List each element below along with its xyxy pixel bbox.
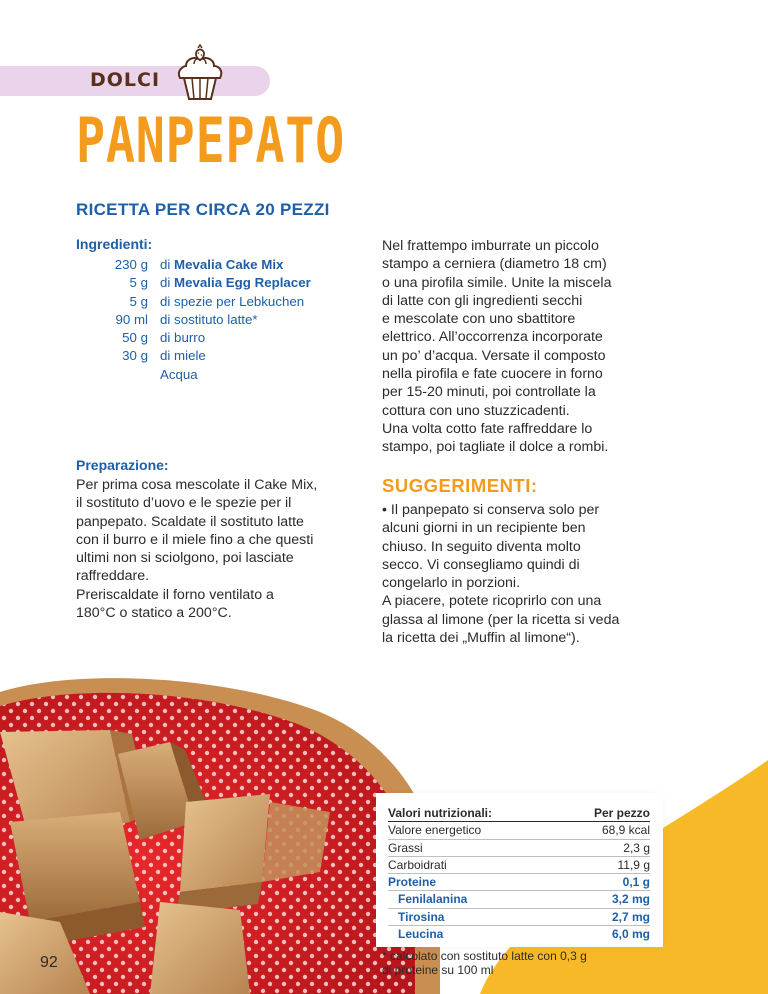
cupcake-icon [172,44,228,102]
nutrition-row [388,822,650,839]
ingredient-name: di spezie per Lebkuchen [160,293,305,309]
ingredient-row [76,274,376,292]
preparation-heading: Preparazione: [76,457,169,473]
ingredient-qty: 30 g [122,348,148,364]
nutrition-card [380,797,659,943]
preparation-text: Per prima cosa mescolate il Cake Mix, il sostituto d’uovo e le spezie per il panpepato. Scaldate il sostituto latte con il burro e il miele fino a che questi ultimi non si sciolgono, poi lasciate raffreddare. Preriscaldate il forno ventilato a 180°C o statico a 200°C. [76,477,318,622]
nutrition-header-row [388,805,650,822]
ingredients-list [76,256,376,384]
nutrition-row-amino [388,909,650,926]
recipe-title: PANPEPATO [76,104,346,177]
nutrition-value: 0,1 g [622,875,650,890]
nutrition-table [388,805,650,942]
nutrition-value: 11,9 g [617,857,650,872]
ingredient-qty: 5 g [129,293,148,309]
nutrition-value: 2,3 g [623,840,650,855]
ingredient-name: di Mevalia Cake Mix [160,257,284,272]
nutrition-header-value: Per pezzo [593,806,650,820]
recipe-subtitle: RICETTA PER CIRCA 20 PEZZI [76,200,330,219]
panpepato-photo [0,672,440,994]
ingredient-qty: 5 g [129,275,148,291]
suggestions-text: • Il panpepato si conserva solo per alcuni giorni in un recipiente ben chiuso. In seguito diventa molto secco. Vi consegliamo quindi di congelarlo in porzioni. A piacere, potete ricoprirlo con una glassa al limone (per la ricetta si veda la ricetta dei „Muffin al limone“). [382,502,620,647]
nutrition-row [388,840,650,857]
ingredient-row [76,366,376,384]
ingredients-heading: Ingredienti: [76,236,153,252]
nutrition-label: Leucina [398,927,444,942]
ingredient-qty: 50 g [122,330,148,346]
nutrition-label: Fenilalanina [398,892,468,907]
nutrition-value: 6,0 mg [611,927,650,942]
nutrition-header-label: Valori nutrizionali: [388,806,493,820]
nutrition-label: Grassi [388,840,423,855]
suggestions-heading: SUGGERIMENTI: [382,475,538,496]
nutrition-row-amino [388,891,650,908]
page-number: 92 [40,954,58,971]
ingredient-name: di miele [160,348,206,364]
nutrition-value: 3,2 mg [611,892,650,907]
ingredient-qty [76,366,148,384]
ingredient-row [76,293,376,311]
nutrition-label: Carboidrati [388,857,447,872]
nutrition-value: 2,7 mg [611,909,650,924]
ingredient-name: Acqua [160,366,198,382]
ingredient-name: di sostituto latte* [160,311,258,327]
ingredient-qty: 230 g [114,257,148,272]
ingredient-row [76,256,376,274]
ingredient-name: di burro [160,330,206,346]
nutrition-value: 68,9 kcal [601,823,650,838]
ingredient-row [76,311,376,329]
ingredient-name: di Mevalia Egg Replacer [160,275,311,291]
nutrition-row [388,857,650,874]
nutrition-label: Valore energetico [388,823,482,838]
nutrition-label: Proteine [388,875,437,890]
footnote: * calcolato con sostituto latte con 0,3 g di proteine su 100 ml [382,949,587,977]
ingredient-row [76,347,376,365]
section-label: DOLCI [90,69,161,91]
nutrition-label: Tirosina [398,909,445,924]
ingredient-qty: 90 ml [115,311,148,327]
ingredient-row [76,329,376,347]
nutrition-row-protein [388,874,650,891]
method-continuation-text: Nel frattempo imburrate un piccolo stampo a cerniera (diametro 18 cm) o una pirofila simile. Unite la miscela di latte con gli ingredienti secchi e mescolate con uno sbattitore elettrico. All’occorrenza incorporate un po’ d’acqua. Versate il composto nella pirofila e fate cuocere in forno per 15-20 minuti, poi controllate la cottura con uno stuzzicadenti. Una volta cotto fate raffreddare lo stampo, poi tagliate il dolce a rombi. [382,238,612,456]
nutrition-row-amino [388,926,650,942]
